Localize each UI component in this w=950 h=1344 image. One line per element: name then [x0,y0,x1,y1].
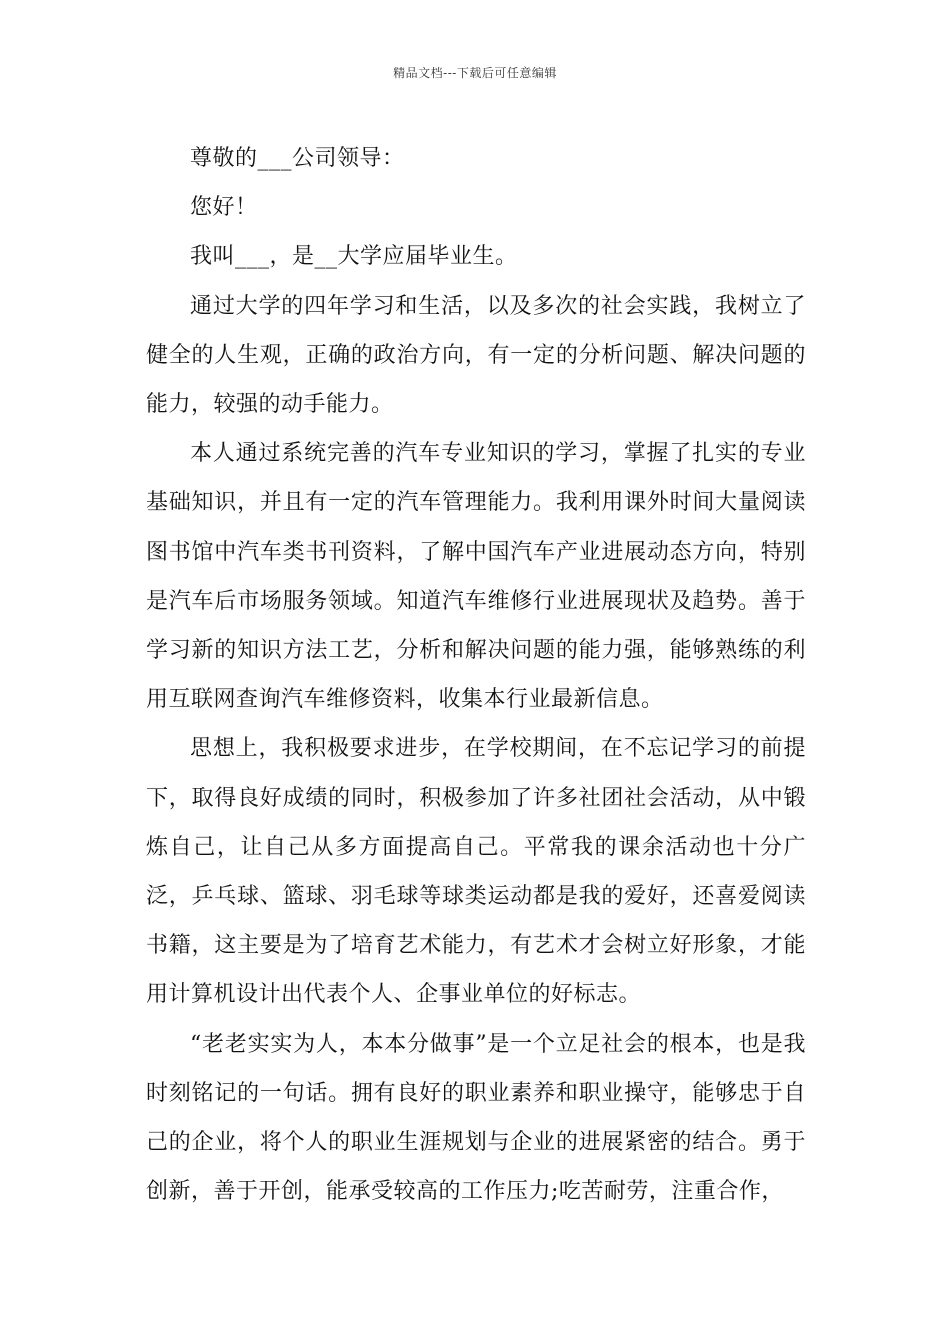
paragraph-university-life: 通过大学的四年学习和生活，以及多次的社会实践，我树立了健全的人生观，正确的政治方向，有一定的分析问题、解决问题的能力，较强的动手能力。 [146,293,806,418]
salutation: 尊敬的___公司领导： [190,146,405,171]
greeting: 您好！ [190,195,258,221]
page-header: 精品文档---下载后可任意编辑 [393,66,557,80]
paragraph-motto: “老老实实为人，本本分做事”是一个立足社会的根本，也是我时刻铭记的一句话。拥有良好的职业素养和职业操守，能够忠于自己的企业，将个人的职业生涯规划与企业的进展紧密的结合。勇于创新，善于开创，能承受较高的工作压力;吃苦耐劳，注重合作， [146,1031,806,1205]
paragraph-professional-knowledge: 本人通过系统完善的汽车专业知识的学习，掌握了扎实的专业基础知识，并且有一定的汽车管理能力。我利用课外时间大量阅读图书馆中汽车类书刊资料，了解中国汽车产业进展动态方向，特别是汽车后市场服务领域。知道汽车维修行业进展现状及趋势。善于学习新的知识方法工艺，分析和解决问题的能力强，能够熟练的利用互联网查询汽车维修资料，收集本行业最新信息。 [146,441,806,713]
paragraph-activities: 思想上，我积极要求进步，在学校期间，在不忘记学习的前提下，取得良好成绩的同时，积极参加了许多社团社会活动，从中锻炼自己，让自己从多方面提高自己。平常我的课余活动也十分广泛，乒乓球、篮球、羽毛球等球类运动都是我的爱好，还喜爱阅读书籍，这主要是为了培育艺术能力，有艺术才会树立好形象，才能用计算机设计出代表个人、企事业单位的好标志。 [146,736,806,1008]
letter-body [146,134,806,1216]
self-introduction: 我叫___，是__大学应届毕业生。 [190,244,518,270]
